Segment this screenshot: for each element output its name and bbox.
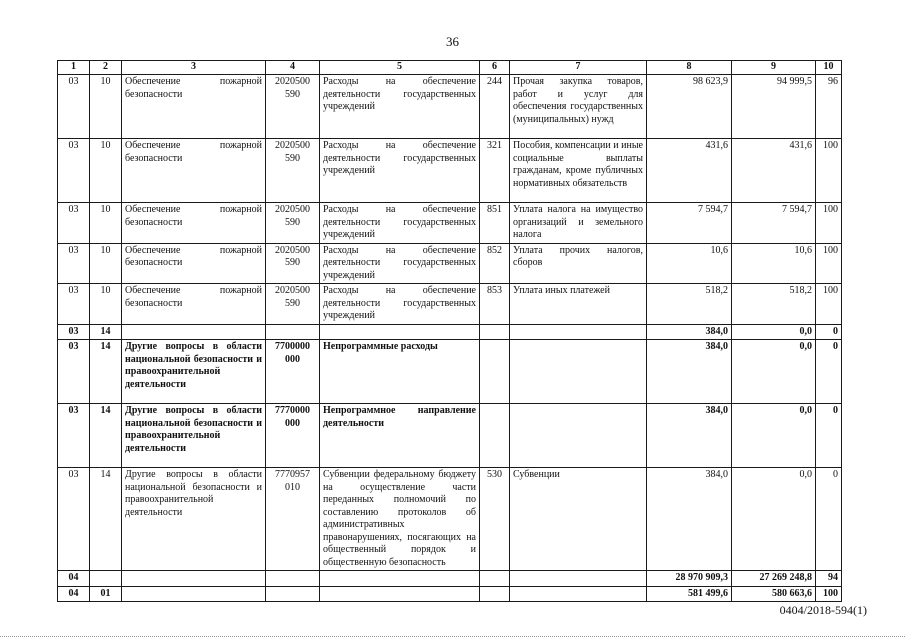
expense-type-name: Субвенции <box>510 468 647 571</box>
section-code: 03 <box>58 324 90 340</box>
planned-amount: 10,6 <box>647 243 732 284</box>
section-code: 03 <box>58 75 90 139</box>
execution-percent: 96 <box>816 75 842 139</box>
planned-amount: 384,0 <box>647 324 732 340</box>
execution-percent: 100 <box>816 139 842 203</box>
execution-percent: 100 <box>816 203 842 244</box>
section-code: 03 <box>58 404 90 468</box>
executed-amount: 0,0 <box>732 468 816 571</box>
table-row <box>58 571 842 587</box>
expense-type-code: 852 <box>480 243 510 284</box>
subsection-code: 14 <box>90 468 122 571</box>
column-header: 10 <box>816 61 842 75</box>
subsection-name <box>122 324 266 340</box>
expense-type-code: 321 <box>480 139 510 203</box>
expense-type-name <box>510 571 647 587</box>
subsection-name: Обеспечение пожарной безопасности <box>122 243 266 284</box>
expense-type-name <box>510 324 647 340</box>
target-article-name: Расходы на обеспечение деятельности государственных учреждений <box>320 75 480 139</box>
expense-type-name: Прочая закупка товаров, работ и услуг для обеспечения государственных (муниципальных) нужд <box>510 75 647 139</box>
expense-type-name: Уплата иных платежей <box>510 284 647 325</box>
target-article-code <box>266 324 320 340</box>
subsection-name: Другие вопросы в области национальной безопасности и правоохранительной деятельности <box>122 340 266 404</box>
column-header: 3 <box>122 61 266 75</box>
expense-type-name: Уплата прочих налогов, сборов <box>510 243 647 284</box>
column-header: 5 <box>320 61 480 75</box>
subsection-code <box>90 571 122 587</box>
subsection-code: 14 <box>90 340 122 404</box>
planned-amount: 98 623,9 <box>647 75 732 139</box>
expense-type-name <box>510 404 647 468</box>
table-row <box>58 468 842 571</box>
table-row <box>58 284 842 325</box>
target-article-code <box>266 571 320 587</box>
target-article-name <box>320 571 480 587</box>
executed-amount: 27 269 248,8 <box>732 571 816 587</box>
target-article-name <box>320 586 480 602</box>
footer-divider <box>0 636 905 637</box>
expense-type-name: Пособия, компенсации и иные социальные выплаты гражданам, кроме публичных нормативных обязательств <box>510 139 647 203</box>
table-row <box>58 243 842 284</box>
target-article-name: Расходы на обеспечение деятельности государственных учреждений <box>320 243 480 284</box>
subsection-name <box>122 586 266 602</box>
column-header: 9 <box>732 61 816 75</box>
execution-percent: 0 <box>816 324 842 340</box>
target-article-name: Субвенции федеральному бюджету на осуществление части переданных полномочий по составлению протоколов об административных правонарушениях, посягающих на общественный порядок и общественную безопасность <box>320 468 480 571</box>
execution-percent: 100 <box>816 586 842 602</box>
expense-type-code <box>480 571 510 587</box>
subsection-code: 14 <box>90 404 122 468</box>
execution-percent: 94 <box>816 571 842 587</box>
target-article-code: 2020500 590 <box>266 243 320 284</box>
execution-percent: 0 <box>816 404 842 468</box>
executed-amount: 10,6 <box>732 243 816 284</box>
expense-type-name <box>510 340 647 404</box>
table-row <box>58 340 842 404</box>
subsection-name: Обеспечение пожарной безопасности <box>122 75 266 139</box>
expense-type-name: Уплата налога на имущество организаций и земельного налога <box>510 203 647 244</box>
executed-amount: 0,0 <box>732 340 816 404</box>
executed-amount: 0,0 <box>732 324 816 340</box>
expense-type-code: 530 <box>480 468 510 571</box>
table-row <box>58 203 842 244</box>
expense-type-code <box>480 324 510 340</box>
executed-amount: 518,2 <box>732 284 816 325</box>
column-header: 4 <box>266 61 320 75</box>
column-header: 7 <box>510 61 647 75</box>
target-article-code: 2020500 590 <box>266 139 320 203</box>
planned-amount: 384,0 <box>647 468 732 571</box>
execution-percent: 0 <box>816 340 842 404</box>
planned-amount: 384,0 <box>647 340 732 404</box>
target-article-code: 2020500 590 <box>266 75 320 139</box>
section-code: 03 <box>58 139 90 203</box>
subsection-name: Обеспечение пожарной безопасности <box>122 203 266 244</box>
subsection-name: Обеспечение пожарной безопасности <box>122 139 266 203</box>
column-header: 2 <box>90 61 122 75</box>
section-code: 03 <box>58 468 90 571</box>
table-row <box>58 586 842 602</box>
expense-type-code <box>480 586 510 602</box>
target-article-code: 7770000 000 <box>266 404 320 468</box>
subsection-code: 10 <box>90 203 122 244</box>
target-article-name: Расходы на обеспечение деятельности государственных учреждений <box>320 284 480 325</box>
execution-percent: 100 <box>816 243 842 284</box>
target-article-code: 2020500 590 <box>266 203 320 244</box>
expense-type-code: 851 <box>480 203 510 244</box>
table-row <box>58 324 842 340</box>
executed-amount: 94 999,5 <box>732 75 816 139</box>
subsection-name <box>122 571 266 587</box>
subsection-code: 01 <box>90 586 122 602</box>
executed-amount: 0,0 <box>732 404 816 468</box>
execution-percent: 0 <box>816 468 842 571</box>
subsection-code: 10 <box>90 243 122 284</box>
target-article-code <box>266 586 320 602</box>
execution-percent: 100 <box>816 284 842 325</box>
executed-amount: 580 663,6 <box>732 586 816 602</box>
table-row <box>58 139 842 203</box>
subsection-code: 10 <box>90 139 122 203</box>
target-article-code: 7700000 000 <box>266 340 320 404</box>
planned-amount: 518,2 <box>647 284 732 325</box>
planned-amount: 7 594,7 <box>647 203 732 244</box>
planned-amount: 581 499,6 <box>647 586 732 602</box>
table-row <box>58 75 842 139</box>
target-article-name: Непрограммное направление деятельности <box>320 404 480 468</box>
expense-type-code <box>480 340 510 404</box>
page-number: 36 <box>446 34 459 49</box>
target-article-name: Расходы на обеспечение деятельности государственных учреждений <box>320 203 480 244</box>
target-article-name: Расходы на обеспечение деятельности государственных учреждений <box>320 139 480 203</box>
section-code: 04 <box>58 571 90 587</box>
target-article-name <box>320 324 480 340</box>
budget-table <box>57 60 842 602</box>
expense-type-name <box>510 586 647 602</box>
subsection-name: Другие вопросы в области национальной безопасности и правоохранительной деятельности <box>122 404 266 468</box>
expense-type-code: 853 <box>480 284 510 325</box>
section-code: 04 <box>58 586 90 602</box>
target-article-code: 7770957 010 <box>266 468 320 571</box>
document-code: 0404/2018-594(1) <box>779 603 867 617</box>
column-header: 8 <box>647 61 732 75</box>
planned-amount: 28 970 909,3 <box>647 571 732 587</box>
executed-amount: 431,6 <box>732 139 816 203</box>
section-code: 03 <box>58 243 90 284</box>
subsection-code: 14 <box>90 324 122 340</box>
column-header: 6 <box>480 61 510 75</box>
section-code: 03 <box>58 203 90 244</box>
expense-type-code: 244 <box>480 75 510 139</box>
header-row <box>58 61 842 75</box>
executed-amount: 7 594,7 <box>732 203 816 244</box>
subsection-code: 10 <box>90 284 122 325</box>
subsection-name: Другие вопросы в области национальной безопасности и правоохранительной деятельности <box>122 468 266 571</box>
subsection-code: 10 <box>90 75 122 139</box>
planned-amount: 431,6 <box>647 139 732 203</box>
section-code: 03 <box>58 284 90 325</box>
section-code: 03 <box>58 340 90 404</box>
subsection-name: Обеспечение пожарной безопасности <box>122 284 266 325</box>
planned-amount: 384,0 <box>647 404 732 468</box>
table-row <box>58 404 842 468</box>
target-article-name: Непрограммные расходы <box>320 340 480 404</box>
target-article-code: 2020500 590 <box>266 284 320 325</box>
column-header: 1 <box>58 61 90 75</box>
expense-type-code <box>480 404 510 468</box>
